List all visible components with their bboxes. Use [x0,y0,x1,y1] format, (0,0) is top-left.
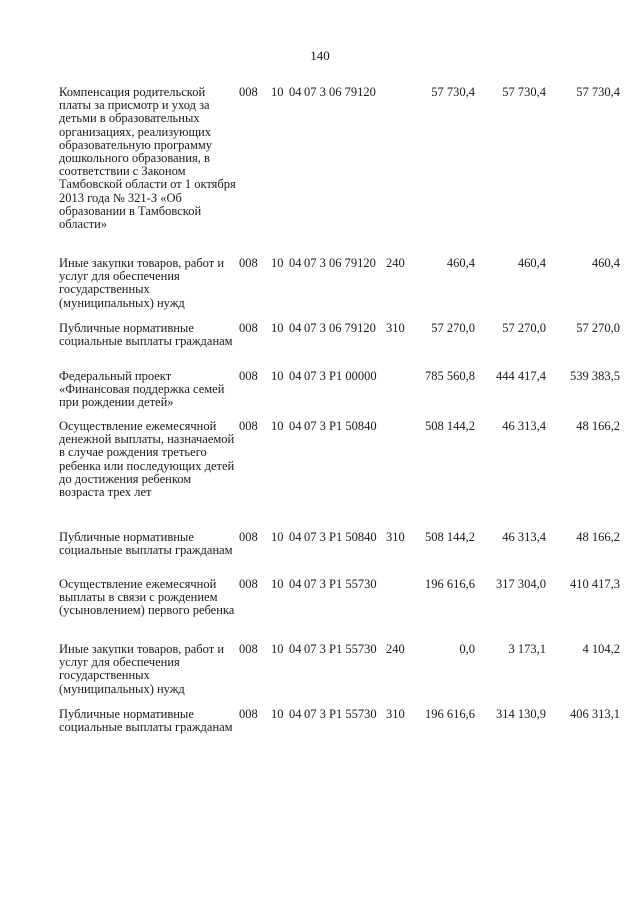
row-rz: 10 [271,707,284,721]
row-value-3: 57 730,4 [576,85,620,99]
row-name: Осуществление ежемесячной денежной выплаты, назначаемой в случае рождения третьего ребенка или последующих детей до достижения ребенком возраста трех лет [59,419,235,500]
row-csr: 07 3 06 79120 [304,256,376,270]
row-value-2: 460,4 [517,256,546,270]
row-pr: 04 [289,85,302,99]
row-csr: 07 3 Р1 55730 [304,707,377,721]
row-csr: 07 3 Р1 55730 [304,577,377,591]
row-value-2: 3 173,1 [508,642,546,656]
row-rz: 10 [271,256,284,270]
row-ved: 008 [239,577,258,591]
row-value-1: 460,4 [446,256,475,270]
row-csr: 07 3 06 79120 [304,321,376,335]
row-csr: 07 3 Р1 00000 [304,369,377,383]
row-value-1: 196 616,6 [425,707,475,721]
row-vr: 240 [386,256,405,270]
row-pr: 04 [289,321,302,335]
row-pr: 04 [289,577,302,591]
row-value-1: 57 270,0 [431,321,475,335]
row-pr: 04 [289,419,302,433]
row-name: Иные закупки товаров, работ и услуг для обеспечения государственных (муниципальных) нужд [59,256,225,310]
row-rz: 10 [271,321,284,335]
row-pr: 04 [289,256,302,270]
row-value-3: 57 270,0 [576,321,620,335]
row-ved: 008 [239,419,258,433]
row-csr: 07 3 Р1 50840 [304,419,377,433]
row-value-3: 410 417,3 [570,577,620,591]
row-value-2: 46 313,4 [502,419,546,433]
row-value-2: 57 270,0 [502,321,546,335]
row-pr: 04 [289,530,302,544]
row-value-3: 406 313,1 [570,707,620,721]
row-pr: 04 [289,642,302,656]
row-value-3: 539 383,5 [570,369,620,383]
row-value-1: 508 144,2 [425,419,475,433]
row-ved: 008 [239,369,258,383]
row-vr: 310 [386,707,405,721]
row-value-2: 46 313,4 [502,530,546,544]
row-name: Публичные нормативные социальные выплаты гражданам [59,321,233,349]
row-ved: 008 [239,85,258,99]
row-rz: 10 [271,642,284,656]
row-rz: 10 [271,85,284,99]
row-ved: 008 [239,707,258,721]
row-csr: 07 3 Р1 50840 [304,530,377,544]
row-name: Осуществление ежемесячной выплаты в связи с рождением (усыновлением) первого ребенка [59,577,235,618]
row-vr: 310 [386,530,405,544]
row-value-2: 317 304,0 [496,577,546,591]
row-vr: 310 [386,321,405,335]
row-pr: 04 [289,707,302,721]
row-value-3: 48 166,2 [576,419,620,433]
row-value-2: 57 730,4 [502,85,546,99]
row-ved: 008 [239,321,258,335]
row-rz: 10 [271,577,284,591]
row-name: Федеральный проект «Финансовая поддержка семей при рождении детей» [59,369,225,410]
page-number: 140 [310,48,330,63]
row-value-3: 48 166,2 [576,530,620,544]
row-value-1: 0,0 [459,642,475,656]
row-ved: 008 [239,530,258,544]
row-ved: 008 [239,256,258,270]
row-csr: 07 3 Р1 55730 [304,642,377,656]
row-value-2: 444 417,4 [496,369,546,383]
row-pr: 04 [289,369,302,383]
row-rz: 10 [271,530,284,544]
row-csr: 07 3 06 79120 [304,85,376,99]
row-value-3: 460,4 [591,256,620,270]
row-rz: 10 [271,369,284,383]
row-value-1: 785 560,8 [425,369,475,383]
row-ved: 008 [239,642,258,656]
row-rz: 10 [271,419,284,433]
row-name: Компенсация родительской платы за присмотр и уход за детьми в образовательных организациях, реализующих образовательную программу дошкольного образования, в соответствии с Законом Тамбовской области от 1 октября 2013 года № 321-З «Об образовании в Тамбовской области» [59,85,236,232]
row-value-2: 314 130,9 [496,707,546,721]
row-name: Публичные нормативные социальные выплаты гражданам [59,707,233,735]
row-value-1: 196 616,6 [425,577,475,591]
row-vr: 240 [386,642,405,656]
row-name: Публичные нормативные социальные выплаты гражданам [59,530,233,558]
row-name: Иные закупки товаров, работ и услуг для обеспечения государственных (муниципальных) нужд [59,642,225,696]
row-value-1: 508 144,2 [425,530,475,544]
row-value-1: 57 730,4 [431,85,475,99]
row-value-3: 4 104,2 [582,642,620,656]
